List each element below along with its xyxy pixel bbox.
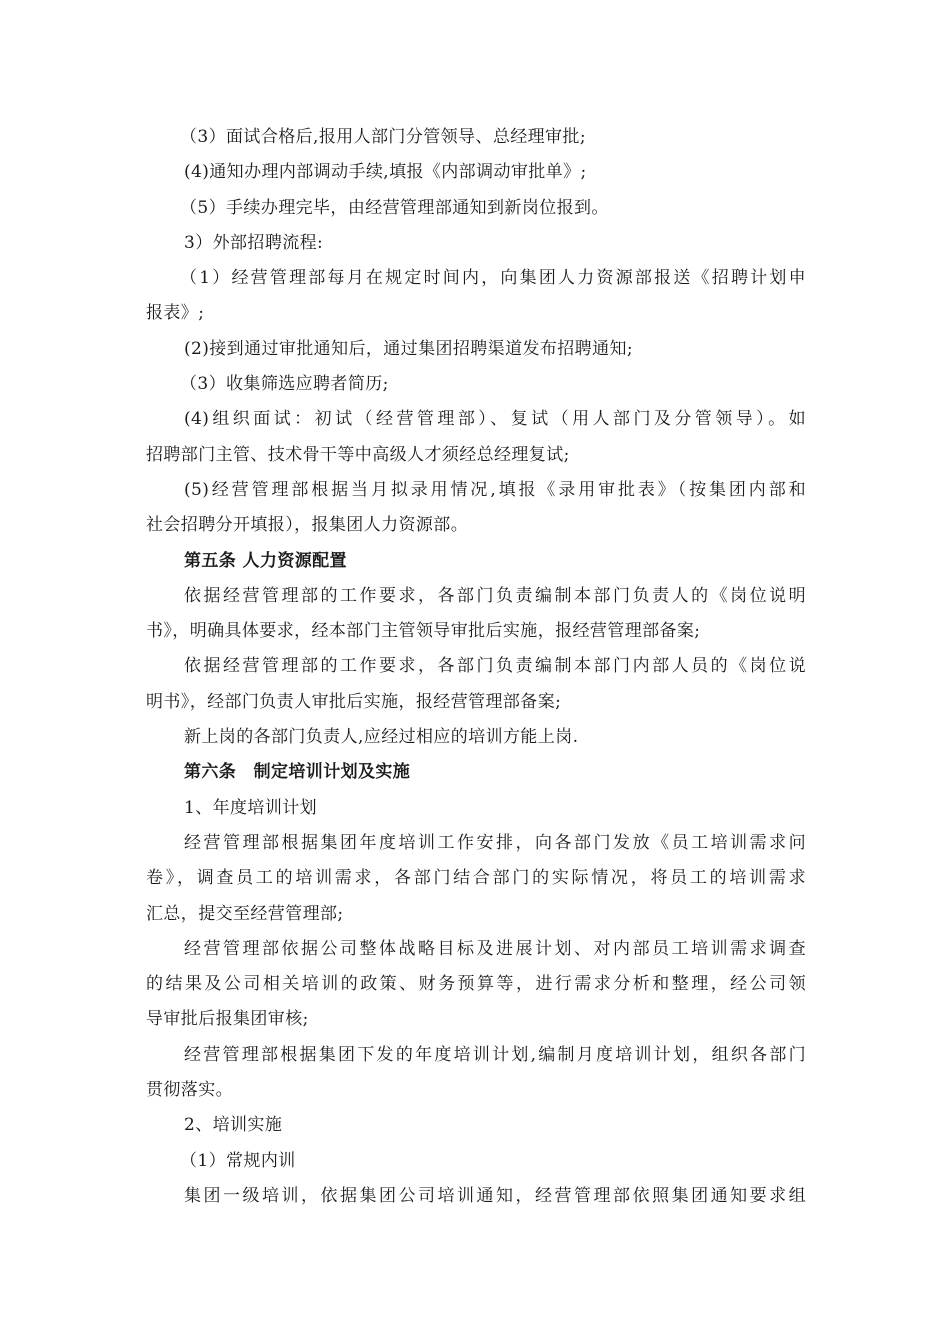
text-line: (4)组织面试：初试（经营管理部）、复试（用人部门及分管领导）。如 — [184, 409, 806, 430]
text-line: 新上岗的各部门负责人,应经过相应的培训方能上岗. — [184, 727, 579, 748]
text-line: 贯彻落实。 — [146, 1080, 233, 1101]
text-line: （3）收集筛选应聘者简历; — [180, 374, 389, 395]
text-line: 汇总，提交至经营管理部; — [146, 903, 344, 924]
text-line: 报表》; — [146, 303, 205, 324]
text-line: (4)通知办理内部调动手续,填报《内部调动审批单》; — [184, 162, 587, 183]
text-line: 卷》，调查员工的培训需求，各部门结合部门的实际情况，将员工的培训需求 — [146, 868, 806, 889]
text-line: (5)经营管理部根据当月拟录用情况,填报《录用审批表》（按集团内部和 — [184, 479, 806, 500]
section-heading: 第五条 人力资源配置 — [184, 550, 347, 571]
text-line: 书》，明确具体要求，经本部门主管领导审批后实施，报经营管理部备案; — [146, 621, 701, 642]
document-body — [146, 120, 806, 1214]
text-line: （5）手续办理完毕，由经营管理部通知到新岗位报到。 — [180, 197, 609, 218]
text-line: 集团一级培训，依据集团公司培训通知，经营管理部依照集团通知要求组 — [184, 1185, 806, 1206]
text-line: 导审批后报集团审核; — [146, 1009, 309, 1030]
text-line: 社会招聘分开填报），报集团人力资源部。 — [146, 515, 469, 536]
text-line: 依据经营管理部的工作要求，各部门负责编制本部门内部人员的《岗位说 — [184, 656, 806, 677]
text-line: 2、培训实施 — [184, 1115, 283, 1136]
text-line: 3）外部招聘流程: — [184, 232, 324, 253]
text-line: 经营管理部根据集团下发的年度培训计划,编制月度培训计划，组织各部门 — [184, 1044, 806, 1065]
text-line: （1）经营管理部每月在规定时间内，向集团人力资源部报送《招聘计划申 — [180, 268, 806, 289]
text-line: （1）常规内训 — [180, 1150, 296, 1171]
text-line: 依据经营管理部的工作要求，各部门负责编制本部门负责人的《岗位说明 — [184, 585, 806, 606]
text-line: 经营管理部依据公司整体战略目标及进展计划、对内部员工培训需求调查 — [184, 938, 806, 959]
text-line: （3）面试合格后,报用人部门分管领导、总经理审批; — [180, 127, 586, 147]
text-line: 经营管理部根据集团年度培训工作安排，向各部门发放《员工培训需求问 — [184, 832, 806, 853]
text-line: 明书》，经部门负责人审批后实施，报经营管理部备案; — [146, 691, 562, 712]
text-line: (2)接到通过审批通知后，通过集团招聘渠道发布招聘通知; — [184, 338, 634, 359]
text-line: 1、年度培训计划 — [184, 797, 318, 818]
text-line: 招聘部门主管、技术骨干等中高级人才须经总经理复试; — [146, 444, 570, 465]
section-heading: 第六条 制定培训计划及实施 — [184, 762, 411, 783]
text-line: 的结果及公司相关培训的政策、财务预算等，进行需求分析和整理，经公司领 — [146, 974, 806, 995]
